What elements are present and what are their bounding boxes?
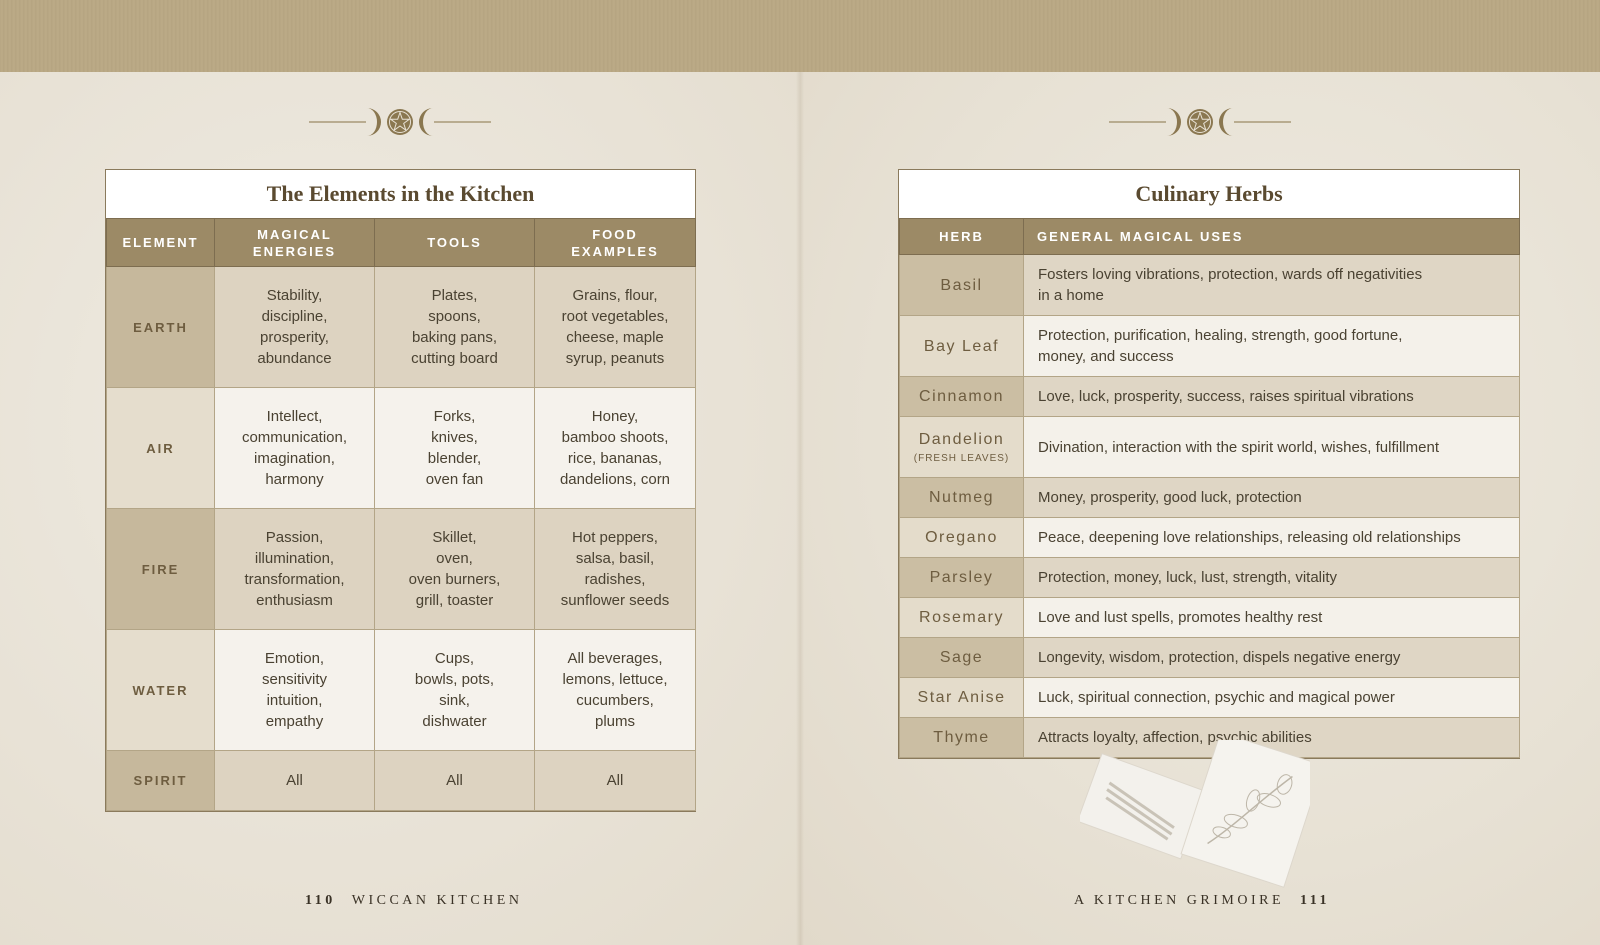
table-row: [107, 388, 696, 509]
table-row: [900, 638, 1520, 678]
top-band: [0, 0, 1600, 72]
herb-uses: Longevity, wisdom, protection, dispels negative energy: [1024, 638, 1520, 678]
food-cell: Honey, bamboo shoots, rice, bananas, dandelions, corn: [535, 388, 696, 509]
table-row: [107, 630, 696, 751]
table-row: [900, 598, 1520, 638]
left-page-folio: [305, 893, 522, 909]
table-row: [900, 377, 1520, 417]
column-header: ELEMENT: [107, 219, 215, 267]
food-cell: All: [535, 751, 696, 811]
energies-cell: Intellect, communication, imagination, harmony: [215, 388, 375, 509]
herb-name: Dandelion: [918, 430, 1005, 448]
page-number: 110: [305, 893, 336, 908]
herb-name: Basil: [900, 255, 1024, 316]
herb-name-cell: [900, 417, 1024, 478]
food-cell: All beverages, lemons, lettuce, cucumbers, plums: [535, 630, 696, 751]
herb-uses: Protection, purification, healing, strength, good fortune, money, and success: [1024, 316, 1520, 377]
herb-uses: Love and lust spells, promotes healthy rest: [1024, 598, 1520, 638]
right-page-folio: [1074, 893, 1330, 909]
herb-uses: Peace, deepening love relationships, releasing old relationships: [1024, 518, 1520, 558]
herb-uses: Attracts loyalty, affection, psychic abilities: [1024, 718, 1520, 758]
table-row: [900, 518, 1520, 558]
herb-name: Star Anise: [900, 678, 1024, 718]
herb-uses: Luck, spiritual connection, psychic and magical power: [1024, 678, 1520, 718]
triple-moon-pentacle-icon: [1109, 103, 1291, 143]
energies-cell: Stability, discipline, prosperity, abundance: [215, 267, 375, 388]
element-name: EARTH: [107, 267, 215, 388]
table-row: [107, 751, 696, 811]
herbs-table-title: Culinary Herbs: [899, 170, 1519, 218]
food-cell: Hot peppers, salsa, basil, radishes, sunflower seeds: [535, 509, 696, 630]
elements-table: [105, 169, 696, 812]
herb-name: Cinnamon: [900, 377, 1024, 417]
table-row: [900, 478, 1520, 518]
herb-uses: Divination, interaction with the spirit world, wishes, fulfillment: [1024, 417, 1520, 478]
table-row: [107, 509, 696, 630]
page-number: 111: [1300, 893, 1330, 908]
element-name: SPIRIT: [107, 751, 215, 811]
table-row: [900, 678, 1520, 718]
element-name: WATER: [107, 630, 215, 751]
running-title: WICCAN KITCHEN: [351, 893, 523, 908]
table-row: [107, 267, 696, 388]
triple-moon-pentacle-icon: [309, 103, 491, 143]
herbs-header-row: [900, 219, 1520, 255]
herbs-table: [898, 169, 1520, 759]
table-row: [900, 417, 1520, 478]
tools-cell: Cups, bowls, pots, sink, dishwater: [375, 630, 535, 751]
energies-cell: All: [215, 751, 375, 811]
herb-note: (FRESH LEAVES): [913, 452, 1010, 464]
energies-cell: Emotion, sensitivity intuition, empathy: [215, 630, 375, 751]
herb-uses: Money, prosperity, good luck, protection: [1024, 478, 1520, 518]
column-header: FOOD EXAMPLES: [535, 219, 696, 267]
herb-uses: Fosters loving vibrations, protection, wards off negativities in a home: [1024, 255, 1520, 316]
column-header: GENERAL MAGICAL USES: [1024, 219, 1520, 255]
herb-name: Parsley: [900, 558, 1024, 598]
herb-name: Nutmeg: [900, 478, 1024, 518]
table-row: [900, 316, 1520, 377]
tools-cell: Forks, knives, blender, oven fan: [375, 388, 535, 509]
food-cell: Grains, flour, root vegetables, cheese, maple syrup, peanuts: [535, 267, 696, 388]
page-gutter: [796, 72, 804, 945]
element-name: AIR: [107, 388, 215, 509]
herb-name: Bay Leaf: [900, 316, 1024, 377]
herb-uses: Protection, money, luck, lust, strength, vitality: [1024, 558, 1520, 598]
element-name: FIRE: [107, 509, 215, 630]
table-row: [900, 255, 1520, 316]
column-header: MAGICAL ENERGIES: [215, 219, 375, 267]
tools-cell: Skillet, oven, oven burners, grill, toaster: [375, 509, 535, 630]
running-title: A KITCHEN GRIMOIRE: [1074, 893, 1284, 908]
herb-uses: Love, luck, prosperity, success, raises spiritual vibrations: [1024, 377, 1520, 417]
herb-name: Sage: [900, 638, 1024, 678]
herb-name: Thyme: [900, 718, 1024, 758]
herb-illustration: [1080, 740, 1310, 890]
column-header: TOOLS: [375, 219, 535, 267]
elements-header-row: [107, 219, 696, 267]
table-row: [900, 558, 1520, 598]
herb-name: Rosemary: [900, 598, 1024, 638]
column-header: HERB: [900, 219, 1024, 255]
herb-name: Oregano: [900, 518, 1024, 558]
energies-cell: Passion, illumination, transformation, enthusiasm: [215, 509, 375, 630]
elements-table-title: The Elements in the Kitchen: [106, 170, 695, 218]
tools-cell: All: [375, 751, 535, 811]
tools-cell: Plates, spoons, baking pans, cutting board: [375, 267, 535, 388]
